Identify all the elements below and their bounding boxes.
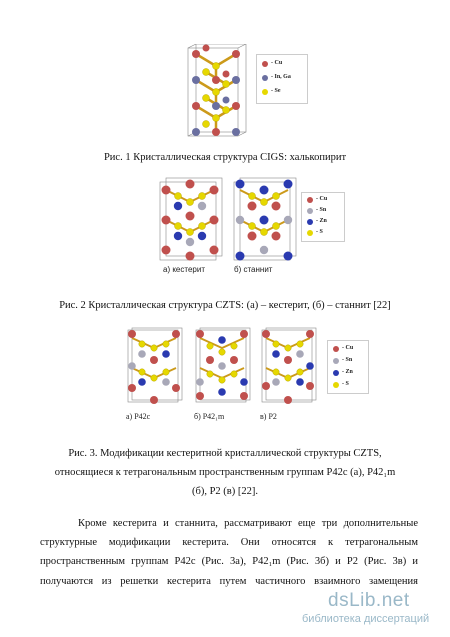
figure1-crystal-image: [182, 44, 252, 142]
watermark-tagline: библиотека диссертаций: [302, 613, 430, 625]
legend-in-ga: - In, Ga: [271, 74, 291, 80]
figure3-legend: [327, 340, 369, 394]
legend-markers: [261, 60, 269, 98]
figure3-p42c-image: [124, 326, 184, 406]
figure3-sublabel-a: а) P42c: [126, 412, 151, 421]
legend-cu: - Cu: [316, 196, 328, 202]
figure1-caption: Рис. 1 Кристаллическая структура CIGS: халькопирит: [103, 152, 347, 163]
legend-zn: - Zn: [342, 369, 353, 375]
legend-s: - S: [342, 381, 349, 387]
legend-s: - S: [316, 229, 323, 235]
figure3-sublabel-c: в) P2: [260, 412, 277, 421]
figure2-caption: Рис. 2 Кристаллическая структура CZTS: (а) – кестерит, (б) – станнит [22]: [59, 300, 391, 311]
legend-zn: - Zn: [316, 218, 327, 224]
body-line-3: пространственным группам P42c (Рис. 3а), P42₁m (Рис. 3б) и P2 (Рис. 3в) и: [40, 556, 418, 568]
body-paragraph: [40, 514, 418, 591]
legend-markers: [306, 196, 314, 240]
figure2-kesterite-image: [156, 176, 224, 264]
legend-markers: [332, 345, 340, 391]
body-line-1: Кроме кестерита и станнита, рассматривают еще три дополнительные: [78, 518, 418, 529]
figure2-sublabel-b: б) станнит: [234, 265, 273, 274]
figure3-p421m-image: [192, 326, 252, 406]
body-line-4: получаются из решетки кестерита путем частичного взаимного замещения: [40, 575, 418, 587]
figure3-caption-line2: относящиеся к тетрагональным пространственным группам P42c (а), P42₁m: [54, 467, 396, 478]
legend-cu: - Cu: [342, 345, 354, 351]
legend-se: - Se: [271, 88, 281, 94]
figure2-legend: [301, 192, 345, 242]
figure1-legend: [256, 54, 308, 104]
figure3-caption-line3: (б), P2 (в) [22].: [192, 486, 258, 497]
legend-sn: - Sn: [316, 207, 327, 213]
body-line-2: структурные модификации кестерита. Они относятся к тетрагональным: [40, 537, 418, 549]
figure3-caption-line1: Рис. 3. Модификации кестеритной кристаллической структуры CZTS,: [68, 448, 382, 459]
figure2-sublabel-a: а) кестерит: [163, 265, 205, 274]
figure3-p2-image: [258, 326, 318, 406]
legend-cu: - Cu: [271, 60, 283, 66]
watermark-logo[interactable]: dsLib.net: [328, 590, 410, 611]
figure2-stannite-image: [230, 176, 298, 264]
legend-sn: - Sn: [342, 357, 353, 363]
figure3-sublabel-b: б) P42₁m: [194, 412, 225, 421]
